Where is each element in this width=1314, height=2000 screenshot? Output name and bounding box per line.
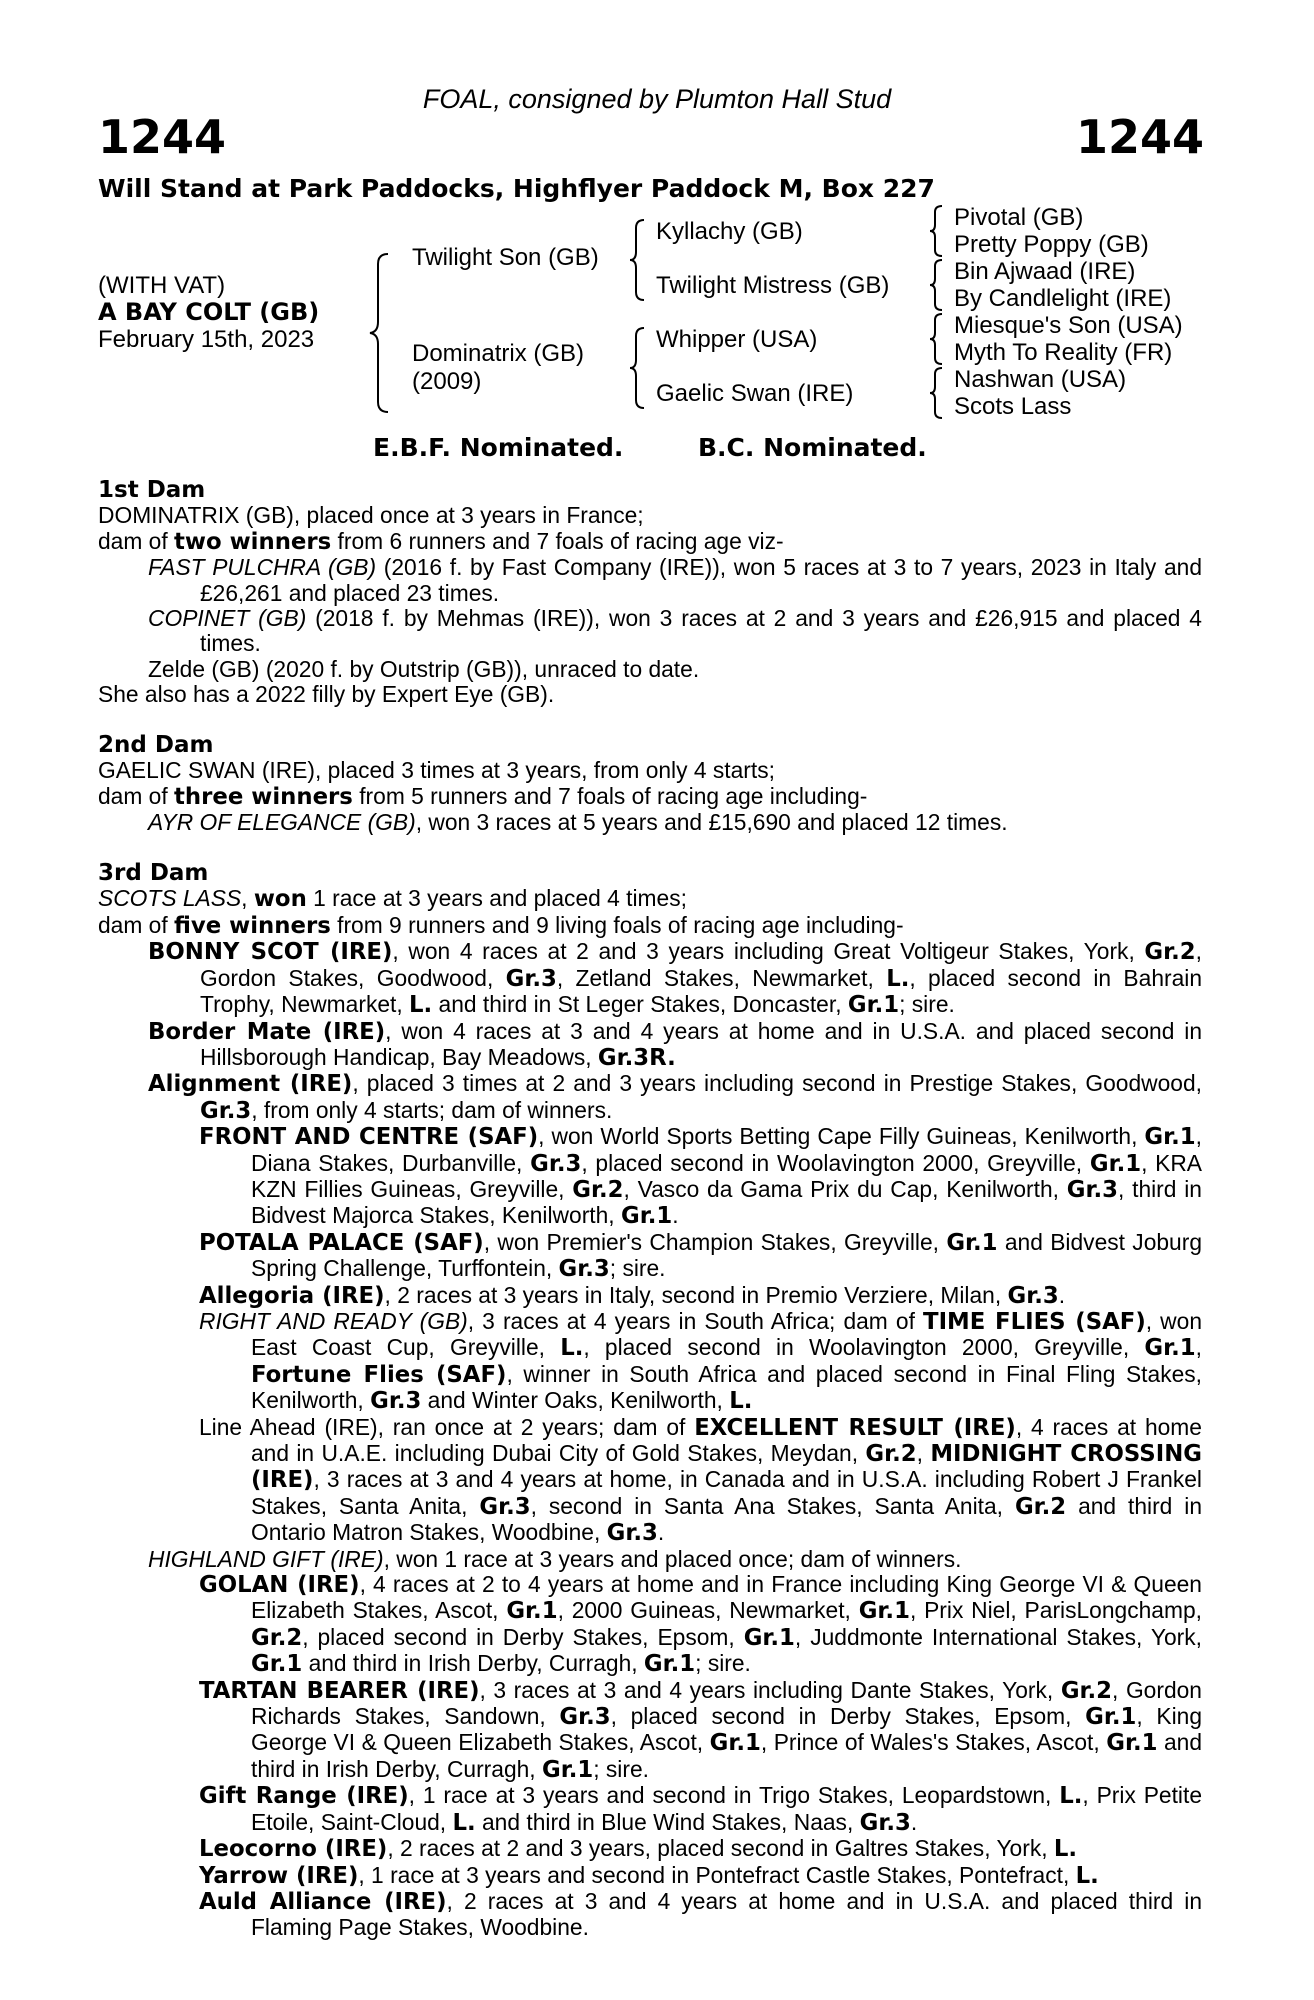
produce-border-mate: Border Mate (IRE), won 4 races at 3 and 4 years at home and in U.S.A. and placed second in Hillsborough Handicap, Bay Meadows, Gr.3R.	[148, 1017, 1202, 1071]
dam-year: (2009)	[412, 368, 482, 395]
produce-allegoria: Allegoria (IRE), 2 races at 3 years in Italy, second in Premio Verziere, Milan, Gr.3.	[199, 1281, 1066, 1309]
vat-note: (WITH VAT)	[98, 272, 226, 299]
produce-highland-gift: HIGHLAND GIFT (IRE), won 1 race at 3 years and placed once; dam of winners.	[148, 1545, 962, 1572]
produce-gift-range: Gift Range (IRE), 1 race at 3 years and second in Trigo Stakes, Leopardstown, L., Prix Petite Etoile, Saint-Cloud, L. and third in Blue Wind Stakes, Naas, Gr.3.	[199, 1782, 1202, 1836]
produce-2022-filly: She also has a 2022 filly by Expert Eye (GB).	[98, 681, 555, 708]
produce-front-and-centre: FRONT AND CENTRE (SAF), won World Sports Betting Cape Filly Guineas, Kenilworth, Gr.1, Diana Stakes, Durbanville, Gr.3, placed second in Woolavington 2000, Greyville, Gr.1, KRA KZN Fillies Guineas, Greyville, Gr.2, Vasco da Gama Prix du Cap, Kenilworth, Gr.3, third in Bidvest Majorca Stakes, Kenilworth, Gr.1.	[199, 1123, 1203, 1230]
brace-3-icon	[928, 312, 946, 366]
foaling-date: February 15th, 2023	[98, 326, 315, 353]
produce-zelde: Zelde (GB) (2020 f. by Outstrip (GB)), unraced to date.	[148, 655, 700, 682]
catalogue-body	[98, 478, 1202, 1941]
sire-brace-icon	[628, 218, 648, 302]
dam: Dominatrix (GB)	[412, 340, 585, 367]
produce-ayr-of-elegance: AYR OF ELEGANCE (GB), won 3 races at 5 years and £15,690 and placed 12 times.	[148, 809, 1008, 836]
dam-brace-icon	[628, 326, 648, 410]
second-dam-entry: GAELIC SWAN (IRE), placed 3 times at 3 years, from only 4 starts;	[98, 757, 775, 784]
produce-line-ahead: Line Ahead (IRE), ran once at 2 years; dam of EXCELLENT RESULT (IRE), 4 races at home and in U.A.E. including Dubai City of Gold Stakes, Meydan, Gr.2, MIDNIGHT CROSSING (IRE), 3 races at 3 and 4 years at home, in Canada and in U.S.A. including Robert J Frankel Stakes, Santa Anita, Gr.3, second in Santa Ana Stakes, Santa Anita, Gr.2 and third in Ontario Matron Stakes, Woodbine, Gr.3.	[199, 1413, 1203, 1547]
dam-sire: Whipper (USA)	[656, 326, 818, 353]
brace-4-icon	[928, 366, 946, 420]
first-dam-entry: DOMINATRIX (GB), placed once at 3 years in France;	[98, 502, 644, 529]
sire-sire: Kyllachy (GB)	[656, 218, 803, 245]
consignment-line: FOAL, consigned by Plumton Hall Stud	[422, 84, 892, 114]
ancestor-ddd: Scots Lass	[954, 393, 1072, 420]
third-dam-heading: 3rd Dam	[98, 860, 209, 887]
produce-golan: GOLAN (IRE), 4 races at 2 to 4 years at home and in France including King George VI & Queen Elizabeth Stakes, Ascot, Gr.1, 2000 Guineas, Newmarket, Gr.1, Prix Niel, ParisLongchamp, Gr.2, placed second in Derby Stakes, Epsom, Gr.1, Juddmonte International Stakes, York, Gr.1 and third in Irish Derby, Curragh, Gr.1; sire.	[199, 1571, 1202, 1678]
third-dam-entry: SCOTS LASS, won 1 race at 3 years and placed 4 times;	[98, 885, 687, 913]
produce-yarrow: Yarrow (IRE), 1 race at 3 years and second in Pontefract Castle Stakes, Pontefract, L.	[199, 1861, 1099, 1889]
produce-alignment: Alignment (IRE), placed 3 times at 2 and 3 years including second in Prestige Stakes, Goodwood, Gr.3, from only 4 starts; dam of winners.	[148, 1070, 1202, 1124]
produce-potala-palace: POTALA PALACE (SAF), won Premier's Champion Stakes, Greyville, Gr.1 and Bidvest Joburg Spring Challenge, Turffontein, Gr.3; sire.	[199, 1228, 1203, 1283]
sire: Twilight Son (GB)	[412, 244, 599, 271]
produce-copinet: COPINET (GB) (2018 f. by Mehmas (IRE)), won 3 races at 2 and 3 years and £26,915 and placed 4 times.	[148, 605, 1202, 657]
third-dam-produce: dam of five winners from 9 runners and 9 living foals of racing age including-	[98, 911, 904, 939]
produce-auld-alliance: Auld Alliance (IRE), 2 races at 3 and 4 years at home and in U.S.A. and placed third in Flaming Page Stakes, Woodbine.	[199, 1887, 1202, 1941]
produce-bonny-scot: BONNY SCOT (IRE), won 4 races at 2 and 3 years including Great Voltigeur Stakes, York, Gr.2, Gordon Stakes, Goodwood, Gr.3, Zetland Stakes, Newmarket, L., placed second in Bahrain Trophy, Newmarket, L. and third in St Leger Stakes, Doncaster, Gr.1; sire.	[148, 938, 1203, 1019]
sire-dam: Twilight Mistress (GB)	[656, 272, 890, 299]
first-dam-produce: dam of two winners from 6 runners and 7 foals of racing age viz-	[98, 527, 784, 555]
lot-number-left: 1244	[98, 110, 227, 164]
ancestor-sss: Pivotal (GB)	[954, 204, 1084, 231]
first-dam-heading: 1st Dam	[98, 477, 206, 503]
stand-location: Will Stand at Park Paddocks, Highflyer Paddock M, Box 227	[98, 174, 935, 203]
brace-1-icon	[928, 204, 946, 258]
horse-name: A BAY COLT (GB)	[98, 298, 320, 326]
ancestor-dds: Nashwan (USA)	[954, 366, 1127, 393]
produce-right-and-ready: RIGHT AND READY (GB), 3 races at 4 years in South Africa; dam of TIME FLIES (SAF), won East Coast Cup, Greyville, L., placed second in Woolavington 2000, Greyville, Gr.1, Fortune Flies (SAF), winner in South Africa and placed second in Final Fling Stakes, Kenilworth, Gr.3 and Winter Oaks, Kenilworth, L.	[199, 1307, 1202, 1415]
second-dam-heading: 2nd Dam	[98, 732, 214, 759]
produce-leocorno: Leocorno (IRE), 2 races at 2 and 3 years, placed second in Galtres Stakes, York, L.	[199, 1835, 1078, 1863]
ancestor-dsd: Myth To Reality (FR)	[954, 339, 1173, 366]
bc-nomination: B.C. Nominated.	[698, 433, 927, 462]
ebf-nomination: E.B.F. Nominated.	[373, 433, 624, 462]
ancestor-sds: Bin Ajwaad (IRE)	[954, 258, 1136, 285]
lot-number-right: 1244	[1075, 110, 1204, 164]
ancestor-dss: Miesque's Son (USA)	[954, 312, 1183, 339]
brace-2-icon	[928, 258, 946, 312]
ancestor-sdd: By Candlelight (IRE)	[954, 285, 1172, 312]
produce-tartan-bearer: TARTAN BEARER (IRE), 3 races at 3 and 4 years including Dante Stakes, York, Gr.2, Gordon Richards Stakes, Sandown, Gr.3, placed second in Derby Stakes, Epsom, Gr.1, King George VI & Queen Elizabeth Stakes, Ascot, Gr.1, Prince of Wales's Stakes, Ascot, Gr.1 and third in Irish Derby, Curragh, Gr.1; sire.	[199, 1676, 1203, 1783]
main-brace-icon	[368, 252, 392, 414]
produce-fast-pulchra: FAST PULCHRA (GB) (2016 f. by Fast Company (IRE)), won 5 races at 3 to 7 years, 2023 in Italy and £26,261 and placed 23 times.	[148, 554, 1203, 606]
ancestor-ssd: Pretty Poppy (GB)	[954, 231, 1149, 258]
dam-dam: Gaelic Swan (IRE)	[656, 380, 854, 407]
second-dam-produce: dam of three winners from 5 runners and 7 foals of racing age including-	[98, 782, 868, 810]
